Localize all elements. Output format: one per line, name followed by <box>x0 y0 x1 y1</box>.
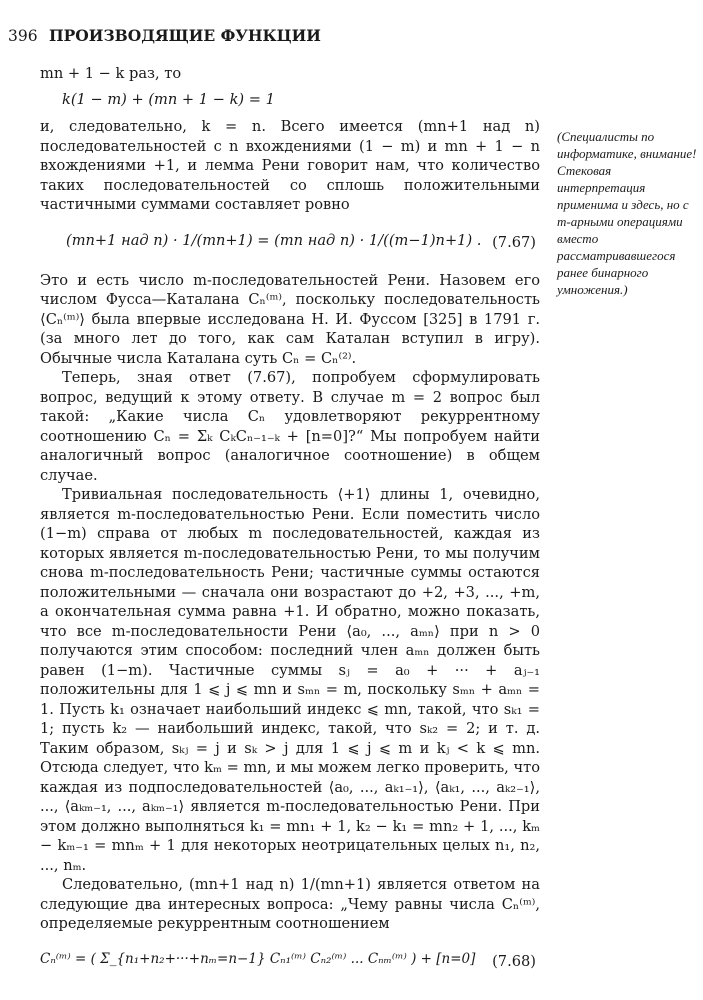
equation-767-tag: (7.67) <box>492 233 536 251</box>
paragraph-3: Теперь, зная ответ (7.67), попробуем сформулировать вопрос, ведущий к этому ответу. В случае m = 2 вопрос был такой: „Какие числа Cₙ удовлетворяют рекуррентному соотношению Cₙ = Σₖ CₖCₙ₋₁₋ₖ + [n=0]?“ Мы попробуем найти аналогичный вопрос (аналогичное соотношение) в общем случае. <box>40 369 540 484</box>
equation-768 <box>40 938 540 988</box>
margin-note: (Специалисты по информатике, внимание! Стековая интерпретация применима и здесь, но с m-арными операциями вместо рассматривавшегося ранее бинарного умножения.) <box>557 129 697 297</box>
running-header <box>8 26 321 45</box>
equation-767-body: (mn+1 над n) · 1/(mn+1) = (mn над n) · 1/((m−1)n+1) . <box>66 231 482 249</box>
page-number: 396 <box>8 27 38 45</box>
paragraph-1: и, следовательно, k = n. Всего имеется (mn+1 над n) последовательностей с n вхождениями (1 − m) и mn + 1 − n вхождениями +1, и лемма Рени говорит нам, что количество таких последовательностей со сплошь положительными частичными суммами составляет ровно <box>40 118 540 213</box>
chapter-title: ПРОИЗВОДЯЩИЕ ФУНКЦИИ <box>49 26 321 45</box>
main-text <box>40 64 540 990</box>
paragraph-2: Это и есть число m-последовательностей Рени. Назовем его числом Фусса—Каталана Cₙ⁽ᵐ⁾, поскольку последовательность ⟨Cₙ⁽ᵐ⁾⟩ была впервые исследована Н. И. Фуссом [325] в 1791 г. (за много лет до того, как сам Каталан вступил в игру). Обычные числа Каталана суть Cₙ = Cₙ⁽²⁾. <box>40 271 540 367</box>
line-intro: mn + 1 − k раз, то <box>40 65 182 82</box>
equation-767 <box>40 219 540 269</box>
paragraph-4: Тривиальная последовательность ⟨+1⟩ длины 1, очевидно, является m-последовательностью Рени. Если поместить число (1−m) справа от любых m последовательностей, каждая из которых является m-последовательностью Рени, то мы получим снова m-последовательность Рени; частичные суммы остаются положительными — сначала они возрастают до +2, +3, ..., +m, а окончательная сумма равна +1. И обратно, можно показать, что все m-последовательности Рени ⟨a₀, ..., aₘₙ⟩ при n > 0 получаются этим способом: последний член aₘₙ должен быть равен (1−m). Частичные суммы sⱼ = a₀ + ··· + aⱼ₋₁ положительны для 1 ⩽ j ⩽ mn и sₘₙ = m, поскольку sₘₙ + aₘₙ = 1. Пусть k₁ означает наибольший индекс ⩽ mn, такой, что sₖ₁ = 1; пусть k₂ — наибольший индекс, такой, что sₖ₂ = 2; и т. д. Таким образом, sₖⱼ = j и sₖ > j для 1 ⩽ j ⩽ m и kⱼ < k ⩽ mn. Отсюда следует, что kₘ = mn, и мы можем легко проверить, что каждая из подпоследовательностей ⟨a₀, ..., aₖ₁₋₁⟩, ⟨aₖ₁, ..., aₖ₂₋₁⟩, ..., ⟨aₖₘ₋₁, ..., aₖₘ₋₁⟩ является m-последовательностью Рени. При этом должно выполняться k₁ = mn₁ + 1, k₂ − k₁ = mn₂ + 1, ..., kₘ − kₘ₋₁ = mnₘ + 1 для некоторых неотрицательных целых n₁, n₂, ..., nₘ. <box>40 486 540 874</box>
paragraph-5: Следовательно, (mn+1 над n) 1/(mn+1) является ответом на следующие два интересных вопроса: „Чему равны числа Cₙ⁽ᵐ⁾, определяемые рекуррентным соотношением <box>40 876 540 932</box>
equation-768-body: Cₙ⁽ᵐ⁾ = ( Σ_{n₁+n₂+···+nₘ=n−1} Cₙ₁⁽ᵐ⁾ Cₙ₂⁽ᵐ⁾ ... Cₙₘ⁽ᵐ⁾ ) + [n=0] <box>40 950 476 967</box>
equation-k: k(1 − m) + (mn + 1 − k) = 1 <box>62 90 275 108</box>
equation-768-tag: (7.68) <box>492 952 536 970</box>
